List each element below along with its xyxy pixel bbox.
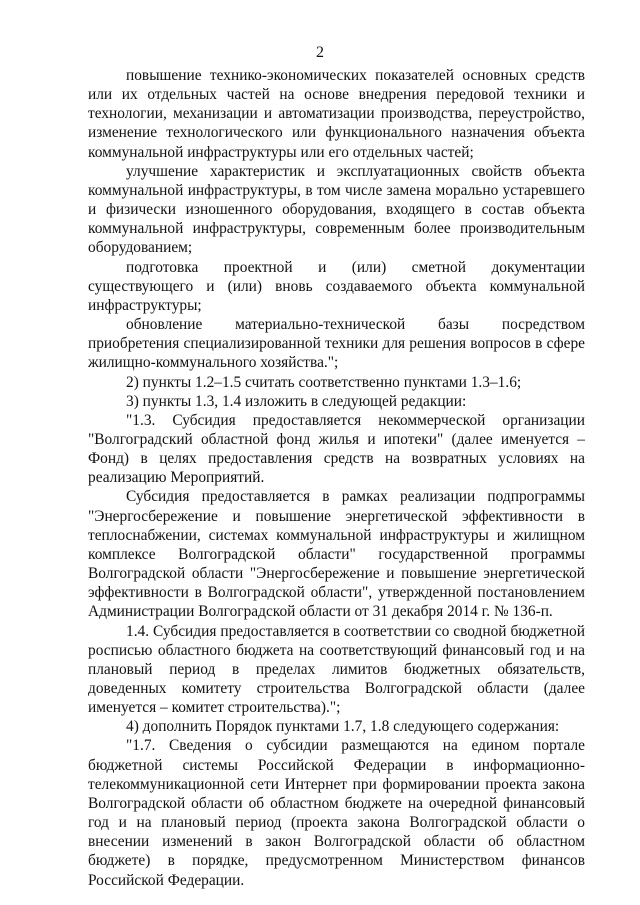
paragraph-6: 3) пункты 1.3, 1.4 изложить в следующей редакции: [126,392,467,410]
paragraph-9: 1.4. Субсидия предоставляется в соответствии со сводной бюджетной росписью областного бюджета на соответствующий финансовый год и на плановый период в пределах лимитов бюджетных обязательств, доведенных комитету строительства Волгоградской области (далее именуется – комитет строительства)."; [88,622,585,717]
paragraph-11: "1.7. Сведения о субсидии размещаются на едином портале бюджетной системы Российской Федерации в информационно-телекоммуникационной сети Интернет при формировании проекта закона Волгоградской области об областном бюджете на очередной финансовый год и на плановый период (проекта закона Волгоградской области о внесении изменений в закон Волгоградской области об областном бюджете) в порядке, предусмотренном Министерством финансов Российской Федерации. [88,737,585,889]
page-number: 2 [316,44,324,61]
paragraph-1: повышение технико-экономических показателей основных средств или их отдельных частей на основе внедрения передовой техники и технологии, механизации и автоматизации производства, переустройство, изменение технологического или функционального назначения объекта коммунальной инфраструктуры или его отдельных частей; [88,67,585,161]
paragraph-3: подготовка проектной и (или) сметной документации существующего и (или) вновь создаваемого объекта коммунальной инфраструктуры; [88,258,585,314]
paragraph-10: 4) дополнить Порядок пунктами 1.7, 1.8 следующего содержания: [126,718,560,736]
paragraph-4: обновление материально-технической базы посредством приобретения специализированной техники для решения вопросов в сфере жилищно-коммунального хозяйства."; [88,316,585,372]
paragraph-7: "1.3. Субсидия предоставляется некоммерческой организации "Волгоградский областной фонд жилья и ипотеки" (далее именуется – Фонд) в целях предоставления средств на возвратных условиях на реализацию Мероприятий. [88,411,585,487]
document-body [88,66,585,890]
paragraph-5: 2) пункты 1.2–1.5 считать соответственно пунктами 1.3–1.6; [126,373,522,391]
paragraph-2: улучшение характеристик и эксплуатационных свойств объекта коммунальной инфраструктуры, в том числе замена морально устаревшего и физически изношенного оборудования, входящего в состав объекта коммунальной инфраструктуры, современным более производительным оборудованием; [88,162,585,257]
paragraph-8: Субсидия предоставляется в рамках реализации подпрограммы "Энергосбережение и повышение энергетической эффективности в теплоснабжении, системах коммунальной инфраструктуры и жилищном комплексе Волгоградской области" государственной программы Волгоградской области "Энергосбережение и повышение энергетической эффективности в Волгоградской области", утвержденной постановлением Администрации Волгоградской области от 31 декабря 2014 г. № 136-п. [88,488,585,621]
